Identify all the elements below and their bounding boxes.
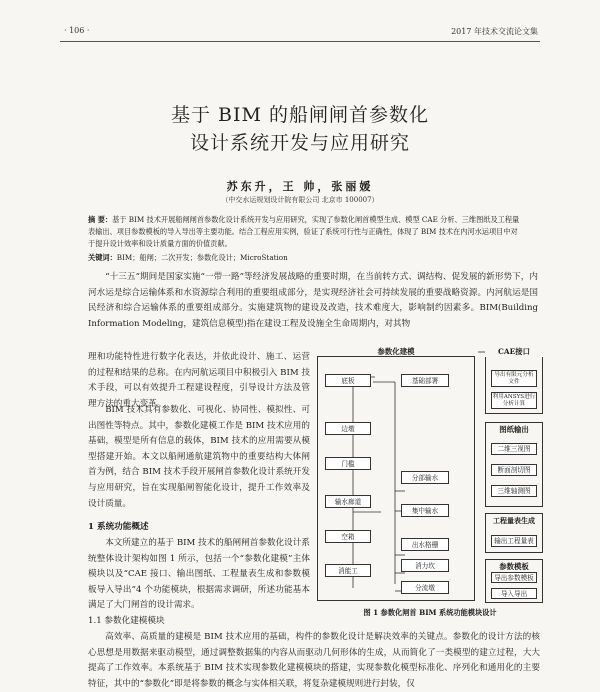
page-number: · 106 · — [64, 26, 90, 35]
box-export-template: 导出参数模板 — [491, 572, 537, 583]
paragraph-2: BIM 技术具有参数化、可视化、协同性、模拟性、可出图性等特点。其中，参数化建模工作是 BIM 技术应用的基础，模型是所有信息的载体，BIM 技术的应用需要从模型搭建开始。本文以船闸通航建筑物中的重要结构大体闸首为例，结合 BIM 技术手段开展闸首参数化设计系统开发与应用研究，旨在实现船闸智能化设计，提升工作效率及设计质量。 — [88, 405, 310, 509]
paper-title-line2: 设计系统开发与应用研究 — [189, 132, 410, 154]
figure-1-caption: 图 1 参数化闸首 BIM 系统功能模块设计 — [363, 608, 497, 617]
affiliation: （中交水运规划设计院有限公司 北京市 100007） — [221, 196, 379, 204]
box-ansys-analysis: 利用ANSYS进行分析计算 — [491, 392, 537, 409]
box-export-fea: 导出有限元分析文件 — [491, 370, 537, 387]
group-label-quantities: 工程量表生成 — [493, 516, 535, 525]
box-empty-box: 空箱 — [325, 530, 371, 543]
keywords-label: 关键词： — [88, 253, 117, 262]
paper-title-line1: 基于 BIM 的船闸闸首参数化 — [170, 104, 429, 126]
section-1-heading: 1 系统功能概述 — [88, 522, 149, 532]
intro-paragraph: “十三五”期间是国家实施“一带一路”等经济发展战略的重要时期，在当前转方式、调结构、促发展的新形势下，内河水运是综合运输体系和水资源综合利用的重要组成部分，是实现经济社会可持续发展的重要战略资源。内河航运是国民经济和综合运输体系的重要组成部分。实施建筑物的建设及改造，技术难度大，影响制约因素多。BIM(Building Information Modeling，建筑信息模型)指在建设工程及设施全生命周期内，对其物 — [88, 272, 538, 329]
intro-paragraph-cont: 理和功能特性进行数字化表达，并依此设计、施工、运营的过程和结果的总称。在内河航运项目中积极引入 BIM 技术手段，可以有效提升工程建设程度，引导设计方法及管理方法的重大变革。 — [88, 352, 310, 409]
box-import-export: 导入导出 — [491, 588, 537, 599]
box-base-deploy: 基础部署 — [401, 374, 449, 387]
box-centralized-water: 集中输水 — [401, 504, 449, 517]
box-distributed-water: 分部输水 — [401, 471, 449, 484]
box-culvert: 输水廊道 — [325, 495, 371, 508]
keywords — [88, 253, 520, 263]
box-side-pier: 边墩 — [325, 422, 371, 435]
figure-1 — [315, 347, 545, 605]
keywords-text: BIM；船闸；二次开发；参数化设计；MicroStation — [116, 253, 288, 262]
group-label-drawings: 图纸输出 — [499, 425, 529, 434]
box-bottom-plate: 底板 — [325, 374, 371, 387]
box-output-quantities: 输出工程量表 — [491, 535, 537, 547]
subsection-1-1-heading: 1.1 参数化建模模块 — [88, 616, 165, 626]
box-sill: 门槛 — [325, 457, 371, 470]
box-baffle-sill: 消力坎 — [401, 559, 449, 572]
paragraph-3: 本文所建立的基于 BIM 技术的船闸闸首参数化设计系统整体设计架构如图 1 所示，包括一个“参数化建模”主体模块以及“CAE 接口、输出图纸、工程量表生成和参数模板导入导出”4 个功能模块，根据需求调研，所述功能基本满足了大门闸首的设计需求。 — [88, 538, 310, 611]
box-axonometric: 三维轴测图 — [491, 485, 537, 497]
group-label-template: 参数模板 — [499, 562, 529, 571]
box-diversion-pier: 分流墩 — [401, 581, 449, 594]
running-header: 2017 年技术交流论文集 — [451, 27, 538, 36]
group-label-modeling: 参数化建模 — [377, 347, 415, 356]
box-outlet-grille: 出水格栅 — [401, 538, 449, 551]
box-energy-dissipator: 消能工 — [325, 564, 371, 577]
abstract-text: 基于 BIM 技术开展船闸闸首参数化设计系统开发与应用研究，实现了参数化闸首模型生成、模型 CAE 分析、三维图纸及工程量表输出、项目参数模板的导入导出等主要功能。结合工程应用实例，验证了系统可行性与正确性，体现了 BIM 技术在内河水运项目中对于提升设计效率和设计质量方面的价值贡献。 — [88, 215, 520, 248]
authors: 苏东升，王 帅，张丽媛 — [226, 180, 374, 193]
box-three-views: 二维三视图 — [491, 443, 537, 455]
paragraph-4: 高效率、高质量的建模是 BIM 技术应用的基础，构件的参数化设计是解决效率的关键点。参数化的设计方法的核心思想是用数据来驱动模型，通过调整数据集的内容从而驱动几何形体的生成，从而简化了一类模型的建立过程，大大提高了工作效率。本系统基于 BIM 技术实现参数化建模模块的搭建，实现参数化模型标准化、序列化和通用化的主要特征，其中的“参数化”即是将参数的概念与实体相关联，将复杂建模规则进行封装，仅 — [88, 632, 540, 689]
abstract — [88, 214, 520, 250]
header-rule — [60, 41, 540, 42]
group-label-cae: CAE接口 — [485, 346, 543, 357]
abstract-label: 摘 要： — [88, 215, 113, 224]
box-section-view: 断面剖切图 — [491, 464, 537, 476]
